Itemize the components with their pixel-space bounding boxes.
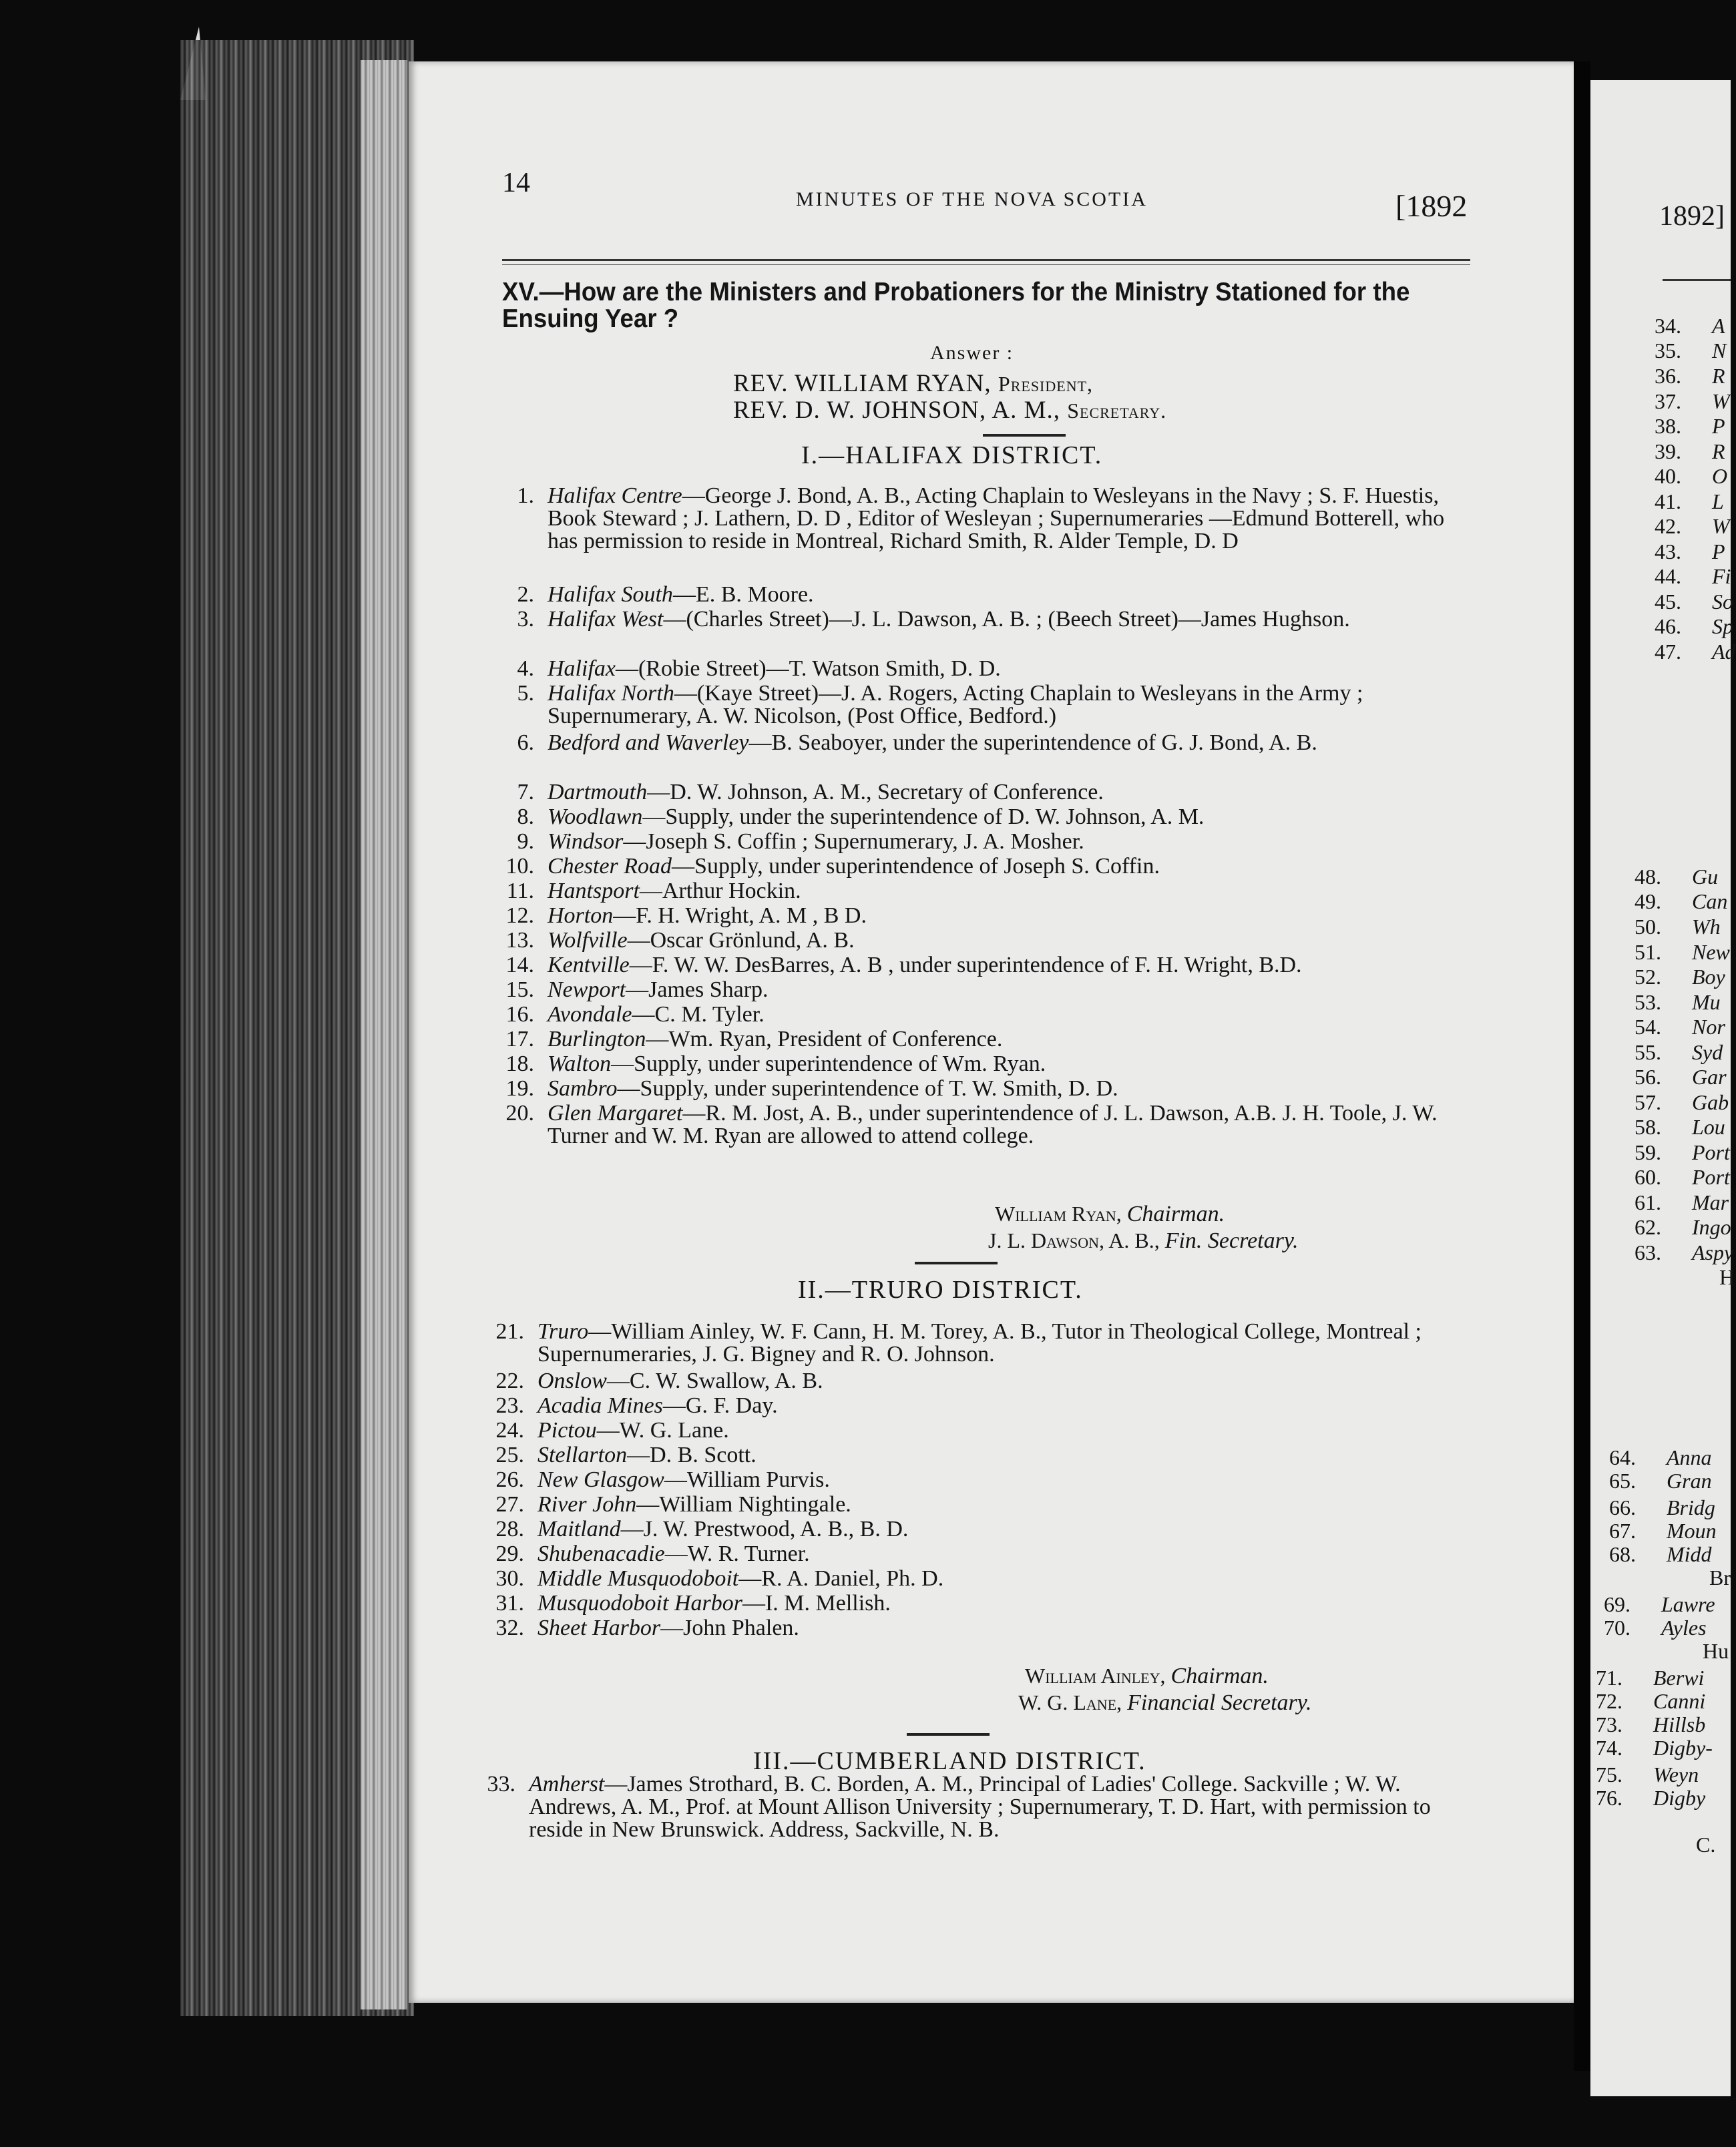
right-page-fragment: Midd: [1667, 1542, 1712, 1566]
station-place: Halifax Centre: [548, 483, 682, 508]
right-page-number: 64.: [1609, 1445, 1636, 1469]
station-number: 28.: [495, 1517, 524, 1541]
station-place: Chester Road: [548, 854, 672, 879]
right-page-number: 35.: [1655, 338, 1681, 363]
right-page-number: 71.: [1596, 1666, 1622, 1690]
station-appointments: —(Kaye Street)—J. A. Rogers, Acting Chaplain to Wesleyans in the Army ; Supernumerary, A. W. Nicolson, (Post Office, Bedford.): [548, 681, 1363, 728]
right-page-number: 74.: [1596, 1736, 1622, 1760]
station-number: 4.: [517, 656, 534, 681]
station-number: 8.: [517, 804, 534, 829]
station-place: Halifax: [548, 656, 616, 681]
station-number: 31.: [495, 1591, 524, 1616]
station-place: Halifax North: [548, 681, 674, 706]
right-page-fragment: Hillsb: [1653, 1712, 1706, 1736]
right-page-fragment: New: [1692, 940, 1730, 964]
station-place: New Glasgow: [537, 1467, 664, 1492]
station-place: Acadia Mines: [537, 1393, 663, 1418]
right-page-fragment: Canni: [1653, 1689, 1706, 1713]
right-page-fragment-extra: C.: [1696, 1833, 1716, 1857]
station-appointments: —R. A. Daniel, Ph. D.: [738, 1566, 944, 1591]
right-page-number: 55.: [1635, 1040, 1661, 1064]
secretary-role: Fin. Secretary.: [1164, 1228, 1299, 1253]
station-place: Shubenacadie: [537, 1541, 665, 1566]
right-page-number: 65.: [1609, 1469, 1636, 1493]
station-appointments: —G. F. Day.: [662, 1393, 778, 1418]
station-text: [548, 583, 1469, 606]
secretary-name: J. L. Dawson, A. B.,: [988, 1228, 1165, 1252]
station-text: [537, 1493, 1459, 1516]
station-appointments: —William Purvis.: [664, 1467, 830, 1492]
station-text: [537, 1568, 1459, 1590]
station-number: 13.: [505, 928, 534, 953]
station-appointments: —(Robie Street)—T. Watson Smith, D. D.: [615, 656, 1001, 681]
right-page-fragment: Lou: [1692, 1115, 1725, 1139]
station-place: Kentville: [548, 953, 630, 977]
station-number: 23.: [495, 1393, 524, 1418]
right-page-fragment: W: [1712, 514, 1730, 538]
station-appointments: —W. R. Turner.: [664, 1541, 810, 1566]
station-number: 29.: [495, 1541, 524, 1566]
right-page-number: 42.: [1655, 514, 1681, 538]
station-place: Bedford and Waverley: [548, 730, 749, 755]
station-text: [537, 1617, 1459, 1640]
right-page-number: 38.: [1655, 414, 1681, 438]
station-text: [548, 979, 1469, 1001]
right-page-number: 43.: [1655, 539, 1681, 563]
station-number: 22.: [495, 1369, 524, 1393]
right-page-fragment: Sp: [1712, 614, 1733, 638]
station-text: [548, 781, 1469, 804]
district-chairman: [1025, 1664, 1269, 1689]
station-text: [537, 1370, 1459, 1393]
station-appointments: —(Charles Street)—J. L. Dawson, A. B. ; (Beech Street)—James Hughson.: [663, 607, 1350, 632]
right-page-fragment: Boy: [1692, 965, 1725, 989]
station-place: Avondale: [548, 1002, 632, 1027]
right-page-number: 76.: [1596, 1786, 1622, 1810]
station-text: [537, 1518, 1459, 1541]
station-text: [548, 1003, 1469, 1026]
right-page-fragment: Mar: [1692, 1190, 1729, 1214]
station-number: 5.: [517, 681, 534, 706]
station-appointments: —R. M. Jost, A. B., under superintendence of J. L. Dawson, A.B. J. H. Toole, J. W. Turner and W. M. Ryan are allowed to attend college.: [548, 1101, 1438, 1148]
right-page-fragment: Gar: [1692, 1065, 1727, 1089]
chairman-name: William Ainley,: [1025, 1664, 1171, 1688]
station-number: 33.: [487, 1772, 515, 1797]
secretary-name: W. G. Lane,: [1018, 1690, 1128, 1714]
right-page-number: 69.: [1604, 1592, 1631, 1616]
station-appointments: —C. M. Tyler.: [632, 1002, 765, 1027]
district-rule: [983, 434, 1066, 437]
right-page-fragment: R: [1712, 364, 1725, 388]
right-page-year: 1892]: [1659, 201, 1725, 232]
district-heading: III.—CUMBERLAND DISTRICT.: [753, 1747, 1146, 1775]
station-appointments: —E. B. Moore.: [672, 582, 814, 607]
right-page-number: 54.: [1635, 1015, 1661, 1039]
station-text: [548, 880, 1469, 903]
station-appointments: —F. W. W. DesBarres, A. B , under superintendence of F. H. Wright, B.D.: [629, 953, 1302, 977]
right-page-number: 53.: [1635, 990, 1661, 1014]
station-appointments: —John Phalen.: [660, 1616, 799, 1640]
station-place: Halifax West: [548, 607, 664, 632]
right-page-fragment: P: [1712, 414, 1725, 438]
right-page-number: 50.: [1635, 915, 1661, 939]
right-page-number: 36.: [1655, 364, 1681, 388]
right-page-number: 34.: [1655, 314, 1681, 338]
station-appointments: —Joseph S. Coffin ; Supernumerary, J. A. Mosher.: [623, 829, 1084, 854]
right-page-number: 41.: [1655, 489, 1681, 513]
station-number: 10.: [505, 854, 534, 879]
station-place: Halifax South: [548, 582, 673, 607]
right-page-fragment: Syd: [1692, 1040, 1723, 1064]
right-page-number: 52.: [1635, 965, 1661, 989]
station-place: Dartmouth: [548, 780, 648, 804]
right-page-fragment: Bridg: [1667, 1495, 1715, 1519]
station-text: [548, 732, 1469, 754]
station-place: Middle Musquodoboit: [537, 1566, 739, 1591]
right-page-fragment: Gran: [1667, 1469, 1712, 1493]
right-page-number: 39.: [1655, 439, 1681, 463]
right-page-number: 73.: [1596, 1712, 1622, 1736]
station-text: [548, 658, 1469, 680]
station-number: 6.: [517, 730, 534, 755]
right-page-fragment: Digby-: [1653, 1736, 1713, 1760]
station-text: [537, 1543, 1459, 1566]
station-text: [548, 830, 1469, 853]
station-text: [548, 682, 1469, 728]
right-page-number: 40.: [1655, 464, 1681, 488]
station-number: 7.: [517, 780, 534, 804]
question-heading: XV.—How are the Ministers and Probationers for the Ministry Stationed for the Ensuing Year ?: [502, 278, 1410, 333]
book-gutter: [1574, 61, 1590, 2071]
station-number: 17.: [505, 1027, 534, 1051]
officer-president: [733, 369, 1093, 398]
right-page-number: 72.: [1596, 1689, 1622, 1713]
station-number: 2.: [517, 582, 534, 607]
station-place: Truro: [537, 1319, 589, 1344]
station-text: [548, 485, 1469, 553]
officer-role: Secretary.: [1067, 399, 1167, 423]
right-page-fragment: Lawre: [1661, 1592, 1715, 1616]
station-number: 16.: [505, 1002, 534, 1027]
right-page-fragment: Mu: [1692, 990, 1721, 1014]
right-page-fragment: W: [1712, 389, 1730, 413]
header-rule: [502, 259, 1470, 261]
running-title: MINUTES OF THE NOVA SCOTIA: [796, 188, 1148, 210]
right-page-fragment-extra: H: [1719, 1265, 1735, 1289]
right-page-fragment: A: [1712, 314, 1725, 338]
station-number: 20.: [505, 1101, 534, 1126]
right-page-fragment: L: [1712, 489, 1724, 513]
station-appointments: —F. H. Wright, A. M , B D.: [613, 903, 867, 928]
officer-name: REV. WILLIAM RYAN,: [733, 370, 992, 397]
station-number: 21.: [495, 1319, 524, 1344]
district-secretary: [1018, 1690, 1311, 1716]
right-page-number: 46.: [1655, 614, 1681, 638]
right-page-fragment-extra: Hu: [1703, 1639, 1729, 1663]
station-number: 30.: [495, 1566, 524, 1591]
chairman-role: Chairman.: [1126, 1202, 1225, 1226]
officer-secretary: [733, 396, 1166, 425]
right-page-fragment: Gu: [1692, 865, 1719, 889]
station-number: 26.: [495, 1467, 524, 1492]
station-number: 11.: [506, 879, 534, 903]
right-page-number: 47.: [1655, 640, 1681, 664]
district-secretary: [988, 1228, 1299, 1254]
station-place: Pictou: [537, 1418, 597, 1443]
station-place: Walton: [548, 1051, 612, 1076]
station-text: [537, 1395, 1459, 1417]
station-text: [548, 1078, 1469, 1100]
station-text: [537, 1469, 1459, 1491]
right-page-fragment: Gab: [1692, 1090, 1729, 1114]
right-page-number: 37.: [1655, 389, 1681, 413]
station-place: Windsor: [548, 829, 624, 854]
station-number: 25.: [495, 1443, 524, 1467]
chairman-role: Chairman.: [1170, 1664, 1269, 1688]
right-page-number: 44.: [1655, 564, 1681, 588]
station-place: Newport: [548, 977, 626, 1002]
right-page-fragment: Moun: [1667, 1519, 1717, 1543]
secretary-role: Financial Secretary.: [1127, 1690, 1312, 1715]
right-page-fragment: Ayles: [1661, 1616, 1707, 1640]
district-rule: [907, 1733, 990, 1736]
station-appointments: —Supply, under superintendence of Joseph S. Coffin.: [672, 854, 1160, 879]
header-rule-thin: [502, 264, 1470, 265]
station-text: [537, 1444, 1459, 1467]
station-number: 3.: [517, 607, 534, 632]
right-page-fragment: P: [1712, 539, 1725, 563]
station-number: 14.: [505, 953, 534, 977]
station-appointments: —Supply, under superintendence of Wm. Ryan.: [611, 1051, 1046, 1076]
station-appointments: —William Ainley, W. F. Cann, H. M. Torey, A. B., Tutor in Theological College, Montreal ; Supernumeraries, J. G. Bigney and R. O. Johnson.: [537, 1319, 1422, 1367]
right-page-number: 59.: [1635, 1140, 1661, 1164]
station-place: Hantsport: [548, 879, 640, 903]
right-page-number: 63.: [1635, 1240, 1661, 1264]
right-page-number: 45.: [1655, 589, 1681, 614]
right-page-fragment: Fi: [1712, 564, 1731, 588]
right-page-fragment: Can: [1692, 889, 1728, 913]
station-place: Burlington: [548, 1027, 646, 1051]
right-page-fragment: Ad: [1712, 640, 1736, 664]
answer-label: Answer :: [930, 342, 1014, 364]
station-text: [548, 608, 1469, 631]
right-page-fragment: N: [1712, 338, 1727, 363]
station-text: [529, 1773, 1450, 1841]
station-appointments: —James Strothard, B. C. Borden, A. M., Principal of Ladies' College. Sackville ; W. W. Andrews, A. M., Prof. at Mount Allison University ; Supernumerary, T. D. Hart, with permission to reside in New Brunswick. Address, Sackville, N. B.: [529, 1772, 1431, 1842]
right-page-fragment: Digby: [1653, 1786, 1706, 1810]
officer-name: REV. D. W. JOHNSON, A. M.,: [733, 397, 1060, 424]
chairman-name: William Ryan,: [995, 1202, 1127, 1226]
right-page-number: 61.: [1635, 1190, 1661, 1214]
right-page-fragment: Aspy: [1692, 1240, 1734, 1264]
district-chairman: [995, 1202, 1225, 1227]
right-page-rule: [1663, 279, 1731, 281]
right-page-number: 62.: [1635, 1215, 1661, 1239]
right-page-fragment-extra: Br: [1709, 1566, 1731, 1590]
right-page-number: 68.: [1609, 1542, 1636, 1566]
station-number: 32.: [495, 1616, 524, 1640]
officer-role: President,: [998, 372, 1094, 396]
station-text: [548, 929, 1469, 952]
station-appointments: —B. Seaboyer, under the superintendence of G. J. Bond, A. B.: [748, 730, 1317, 755]
station-text: [548, 905, 1469, 927]
right-page-fragment: R: [1712, 439, 1725, 463]
station-number: 27.: [495, 1492, 524, 1517]
station-number: 1.: [517, 483, 534, 508]
right-page-number: 56.: [1635, 1065, 1661, 1089]
station-text: [537, 1321, 1459, 1366]
station-number: 12.: [505, 903, 534, 928]
station-place: River John: [537, 1492, 637, 1517]
station-appointments: —Oscar Grönlund, A. B.: [627, 928, 855, 953]
station-place: Onslow: [537, 1369, 607, 1393]
station-place: Musquodoboit Harbor: [537, 1591, 742, 1616]
station-place: Sambro: [548, 1076, 618, 1101]
station-text: [537, 1419, 1459, 1442]
station-appointments: —C. W. Swallow, A. B.: [606, 1369, 823, 1393]
station-appointments: —Arthur Hockin.: [639, 879, 801, 903]
station-place: Maitland: [537, 1517, 621, 1541]
station-text: [548, 1028, 1469, 1051]
right-page-fragment: So: [1712, 589, 1733, 614]
station-number: 18.: [505, 1051, 534, 1076]
station-number: 19.: [505, 1076, 534, 1101]
right-page-number: 49.: [1635, 889, 1661, 913]
station-text: [548, 1053, 1469, 1076]
station-text: [537, 1592, 1459, 1615]
station-appointments: —J. W. Prestwood, A. B., B. D.: [620, 1517, 909, 1541]
station-number: 15.: [505, 977, 534, 1002]
district-rule: [915, 1262, 998, 1264]
station-appointments: —William Nightingale.: [636, 1492, 851, 1517]
header-year: [1892: [1395, 189, 1468, 223]
station-appointments: —D. W. Johnson, A. M., Secretary of Conference.: [647, 780, 1104, 804]
station-place: Sheet Harbor: [537, 1616, 661, 1640]
page-number: 14: [502, 168, 530, 198]
right-page-number: 57.: [1635, 1090, 1661, 1114]
right-page-number: 48.: [1635, 865, 1661, 889]
right-page-number: 51.: [1635, 940, 1661, 964]
station-number: 9.: [517, 829, 534, 854]
book-page-edges-light: [361, 60, 407, 2009]
station-place: Glen Margaret: [548, 1101, 683, 1126]
station-place: Horton: [548, 903, 614, 928]
station-place: Amherst: [529, 1772, 605, 1797]
right-page-fragment: Weyn: [1653, 1762, 1699, 1786]
station-text: [548, 954, 1469, 977]
right-page-number: 58.: [1635, 1115, 1661, 1139]
station-text: [548, 806, 1469, 828]
station-text: [548, 1102, 1469, 1148]
station-appointments: —D. B. Scott.: [627, 1443, 756, 1467]
station-appointments: —George J. Bond, A. B., Acting Chaplain to Wesleyans in the Navy ; S. F. Huestis, Book Steward ; J. Lathern, D. D , Editor of Wesleyan ; Supernumeraries —Edmund Botterell, who has permission to reside in Montreal, Richard Smith, R. Alder Temple, D. D: [548, 483, 1445, 553]
right-page-fragment: Nor: [1692, 1015, 1725, 1039]
right-page-fragment: Port: [1692, 1140, 1730, 1164]
right-page-fragment: Wh: [1692, 915, 1721, 939]
right-page-fragment: O: [1712, 464, 1728, 488]
district-heading: I.—HALIFAX DISTRICT.: [801, 441, 1103, 469]
right-page-number: 75.: [1596, 1762, 1622, 1786]
right-page-fragment: Ingo: [1692, 1215, 1731, 1239]
station-place: Stellarton: [537, 1443, 628, 1467]
right-page-number: 70.: [1604, 1616, 1631, 1640]
right-page-number: 60.: [1635, 1165, 1661, 1189]
right-page-number: 66.: [1609, 1495, 1636, 1519]
right-page-fragment: Berwi: [1653, 1666, 1705, 1690]
station-place: Wolfville: [548, 928, 628, 953]
district-heading: II.—TRURO DISTRICT.: [798, 1276, 1083, 1304]
right-page-fragment: Port: [1692, 1165, 1730, 1189]
station-appointments: —Wm. Ryan, President of Conference.: [646, 1027, 1003, 1051]
station-appointments: —I. M. Mellish.: [742, 1591, 891, 1616]
right-page-number: 67.: [1609, 1519, 1636, 1543]
station-appointments: —James Sharp.: [626, 977, 769, 1002]
station-number: 24.: [495, 1418, 524, 1443]
station-appointments: —W. G. Lane.: [596, 1418, 729, 1443]
station-appointments: —Supply, under superintendence of T. W. Smith, D. D.: [617, 1076, 1118, 1101]
station-text: [548, 855, 1469, 878]
station-place: Woodlawn: [548, 804, 643, 829]
right-page-fragment: Anna: [1667, 1445, 1712, 1469]
station-appointments: —Supply, under the superintendence of D. W. Johnson, A. M.: [642, 804, 1205, 829]
